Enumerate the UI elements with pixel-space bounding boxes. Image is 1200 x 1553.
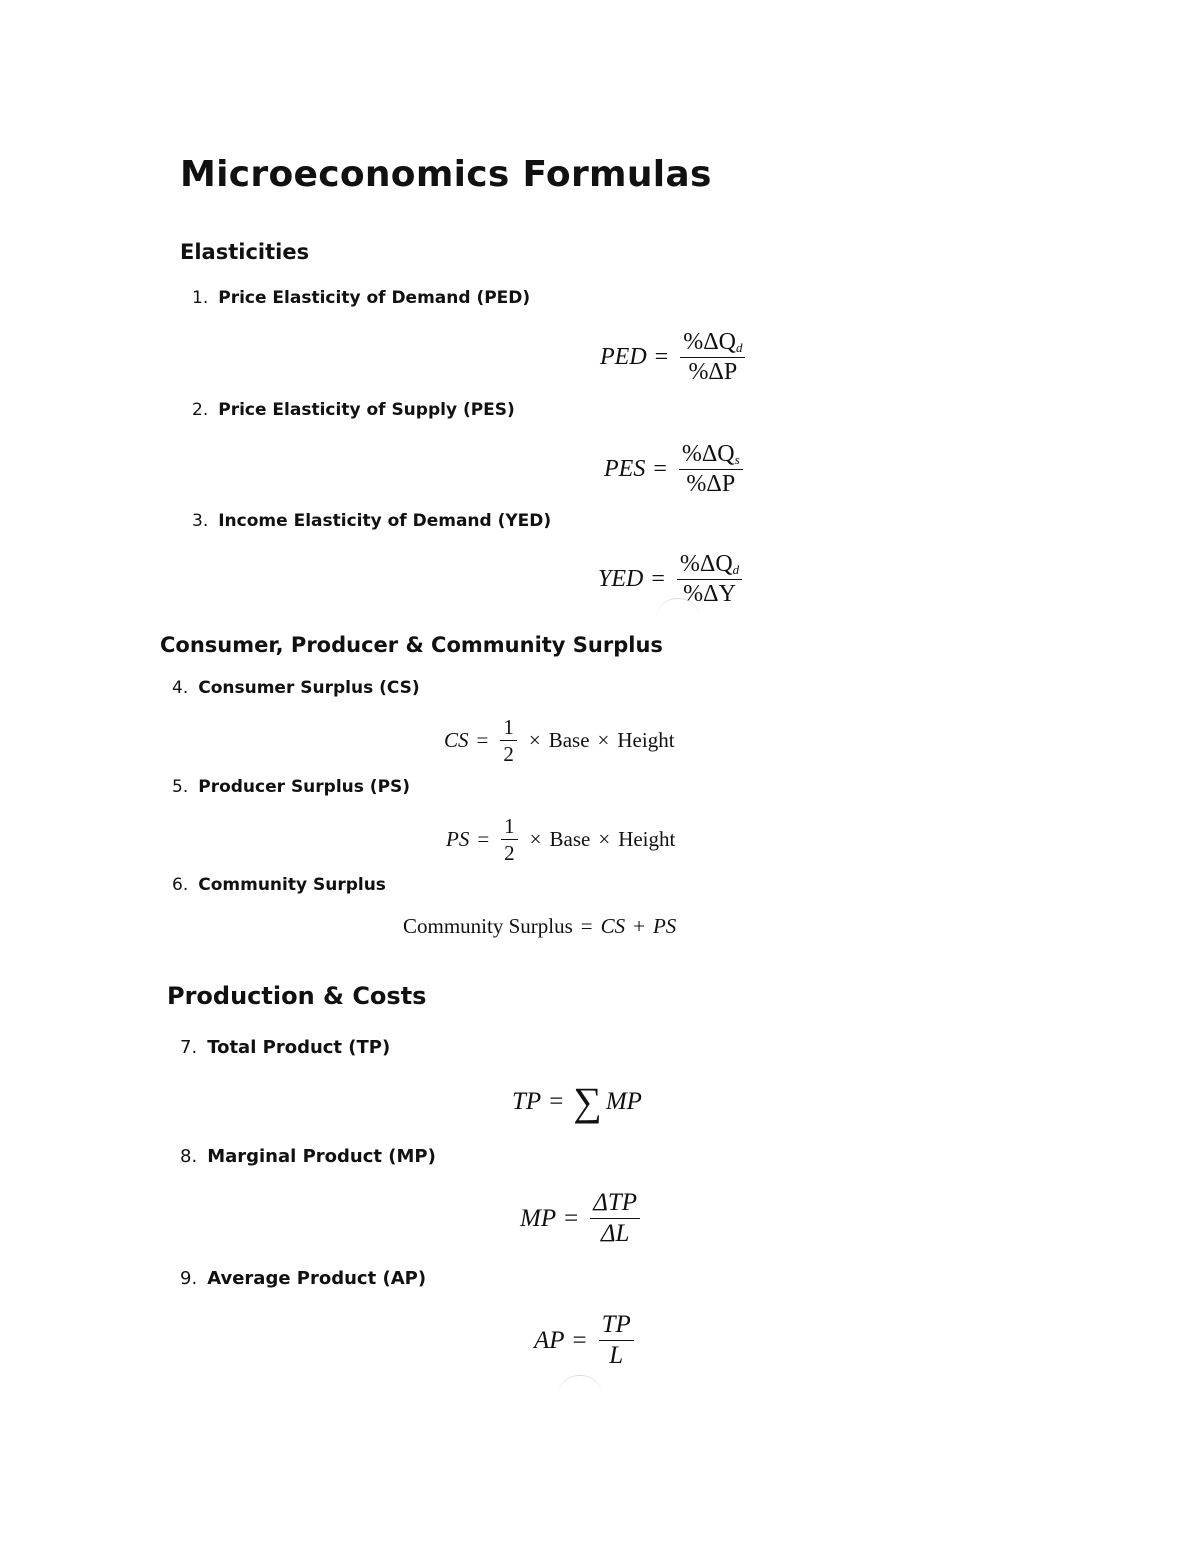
denominator: ΔL [600, 1220, 630, 1248]
section-heading-surplus: Consumer, Producer & Community Surplus [160, 633, 663, 657]
term-cs: CS [600, 914, 626, 938]
numerator: $\%\Delta Q_d$ [677, 552, 742, 580]
times-sign: × [597, 728, 610, 753]
denominator: 2 [504, 841, 515, 866]
formula-lhs: PED [600, 344, 647, 371]
numerator: $\%\Delta Q_s$ [679, 442, 743, 470]
times-sign: × [529, 827, 542, 852]
term-base: Base [548, 728, 590, 753]
list-item [180, 1037, 390, 1058]
list-item [180, 1268, 426, 1289]
fraction [679, 442, 743, 497]
item-number: 3. [192, 511, 209, 531]
numerator: 1 [501, 815, 518, 840]
equals-sign: = [477, 827, 490, 852]
item-label: Price Elasticity of Supply (PES) [218, 400, 515, 420]
formula-lhs: MP [520, 1204, 557, 1232]
item-number: 7. [180, 1037, 198, 1058]
formula-lhs: YED [598, 566, 644, 593]
item-label: Price Elasticity of Demand (PED) [218, 288, 531, 308]
equals-sign: = [476, 728, 489, 753]
page-title: Microeconomics Formulas [180, 154, 712, 195]
item-number: 2. [192, 400, 209, 420]
term-height: Height [617, 728, 675, 753]
denominator: %ΔP [688, 359, 738, 386]
denominator: 2 [503, 742, 514, 767]
formula-tp [512, 1079, 642, 1124]
item-label: Marginal Product (MP) [207, 1146, 436, 1167]
list-item [192, 288, 530, 308]
item-number: 8. [180, 1146, 198, 1167]
equals-sign: = [572, 1326, 587, 1354]
formula-lhs: CS [444, 728, 469, 753]
list-item [172, 777, 410, 797]
times-sign: × [528, 728, 541, 753]
equals-sign: = [651, 566, 665, 593]
denominator: L [609, 1342, 624, 1370]
section-heading-production: Production & Costs [167, 982, 427, 1010]
numerator: 1 [500, 716, 517, 741]
section-heading-elasticities: Elasticities [180, 240, 310, 264]
term-ps: PS [652, 914, 677, 938]
item-number: 5. [172, 777, 189, 797]
item-number: 9. [180, 1268, 198, 1289]
formula-ap [534, 1312, 638, 1370]
list-item [172, 875, 386, 895]
fraction [680, 330, 745, 385]
formula-ps [446, 815, 675, 864]
numerator: TP [599, 1312, 634, 1341]
equals-sign: = [549, 1088, 564, 1115]
scroll-handle-icon [558, 1375, 602, 1396]
equals-sign: = [580, 914, 593, 938]
term-height: Height [618, 827, 676, 852]
times-sign: × [598, 827, 611, 852]
item-label: Producer Surplus (PS) [198, 777, 411, 797]
list-item [180, 1146, 436, 1167]
formula-pes [604, 442, 747, 497]
formula-lhs: PS [446, 827, 470, 852]
fraction [599, 1312, 634, 1370]
formula-cs [444, 716, 675, 765]
formula-mp [520, 1190, 644, 1248]
denominator: %ΔY [683, 581, 736, 608]
list-item [192, 511, 551, 531]
formula-lhs: TP [512, 1088, 542, 1115]
numerator: $\%\Delta Q_d$ [680, 330, 745, 358]
equals-sign: = [653, 456, 667, 483]
item-number: 6. [172, 875, 189, 895]
equals-sign: = [564, 1204, 579, 1232]
item-label: Community Surplus [198, 875, 386, 895]
formula-lhs: Community Surplus [403, 914, 573, 938]
item-label: Income Elasticity of Demand (YED) [218, 511, 552, 531]
item-label: Total Product (TP) [207, 1037, 391, 1058]
formula-community-surplus [403, 914, 676, 939]
term-mp: MP [605, 1088, 642, 1115]
item-number: 4. [172, 678, 189, 698]
plus-sign: + [633, 914, 645, 938]
equals-sign: = [654, 344, 669, 371]
fraction [500, 716, 517, 765]
formula-lhs: AP [534, 1326, 565, 1354]
fraction [501, 815, 518, 864]
numerator: ΔTP [590, 1190, 640, 1219]
item-label: Consumer Surplus (CS) [198, 678, 420, 698]
sigma-icon: ∑ [573, 1079, 602, 1124]
formula-lhs: PES [604, 456, 646, 483]
formula-ped [600, 330, 749, 385]
list-item [192, 400, 515, 420]
list-item [172, 678, 420, 698]
denominator: %ΔP [686, 471, 736, 498]
term-base: Base [549, 827, 591, 852]
fraction [590, 1190, 640, 1248]
item-label: Average Product (AP) [207, 1268, 427, 1289]
item-number: 1. [192, 288, 209, 308]
